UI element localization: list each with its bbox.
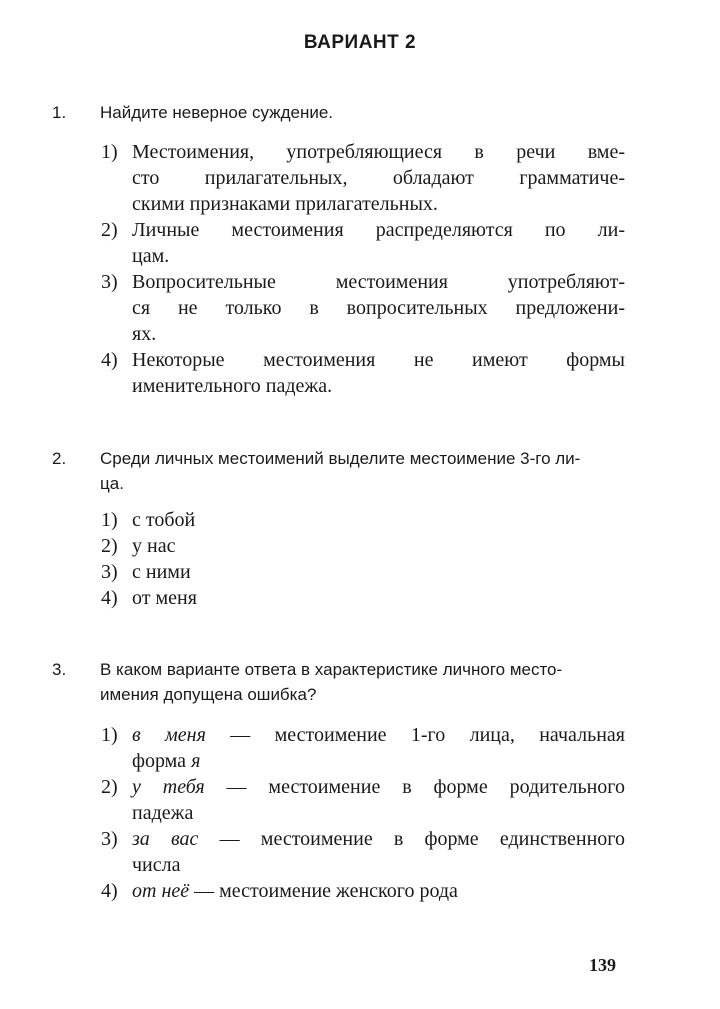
answer-option: 1) с тобой <box>101 509 196 531</box>
question-text: Найдите неверное суждение. <box>100 103 334 122</box>
answer-option: 1) в меня — местоимение 1-го лица, начальная форма я <box>101 724 625 772</box>
answer-option: 3) с ними <box>101 561 191 583</box>
answer-option: 2) у тебя — местоимение в форме родительного падежа <box>101 776 626 824</box>
question-number: 1. <box>52 103 67 122</box>
page-title: ВАРИАНТ 2 <box>303 32 417 53</box>
answer-option: 3) Вопросительные местоимения употребляют- ся не только в вопросительных предложени- ях. <box>101 271 625 345</box>
answer-option: 4) от меня <box>101 587 197 609</box>
answer-option: 2) Личные местоимения распределяются по ли- цам. <box>101 219 625 267</box>
answer-option: 1) Местоимения, употребляющиеся в речи вме- сто прилагательных, обладают грамматиче- скими признаками прилагательных. <box>101 141 625 215</box>
answer-option: 4) Некоторые местоимения не имеют формы именительного падежа. <box>101 349 625 397</box>
question-text: Среди личных местоимений выделите местоимение 3-го ли- ца. <box>100 449 581 493</box>
answer-list <box>101 722 625 904</box>
answer-list <box>101 139 625 399</box>
answer-list <box>101 507 625 611</box>
question-number: 3. <box>52 660 67 679</box>
answer-option: 4) от неё — местоимение женского рода <box>101 880 458 902</box>
answer-option: 2) у нас <box>101 535 176 557</box>
question-text: В каком варианте ответа в характеристике личного место- имения допущена ошибка? <box>100 660 563 704</box>
answer-option: 3) за вас — местоимение в форме единственного числа <box>101 828 625 876</box>
page-number: 139 <box>589 955 616 975</box>
question-number: 2. <box>52 449 67 468</box>
